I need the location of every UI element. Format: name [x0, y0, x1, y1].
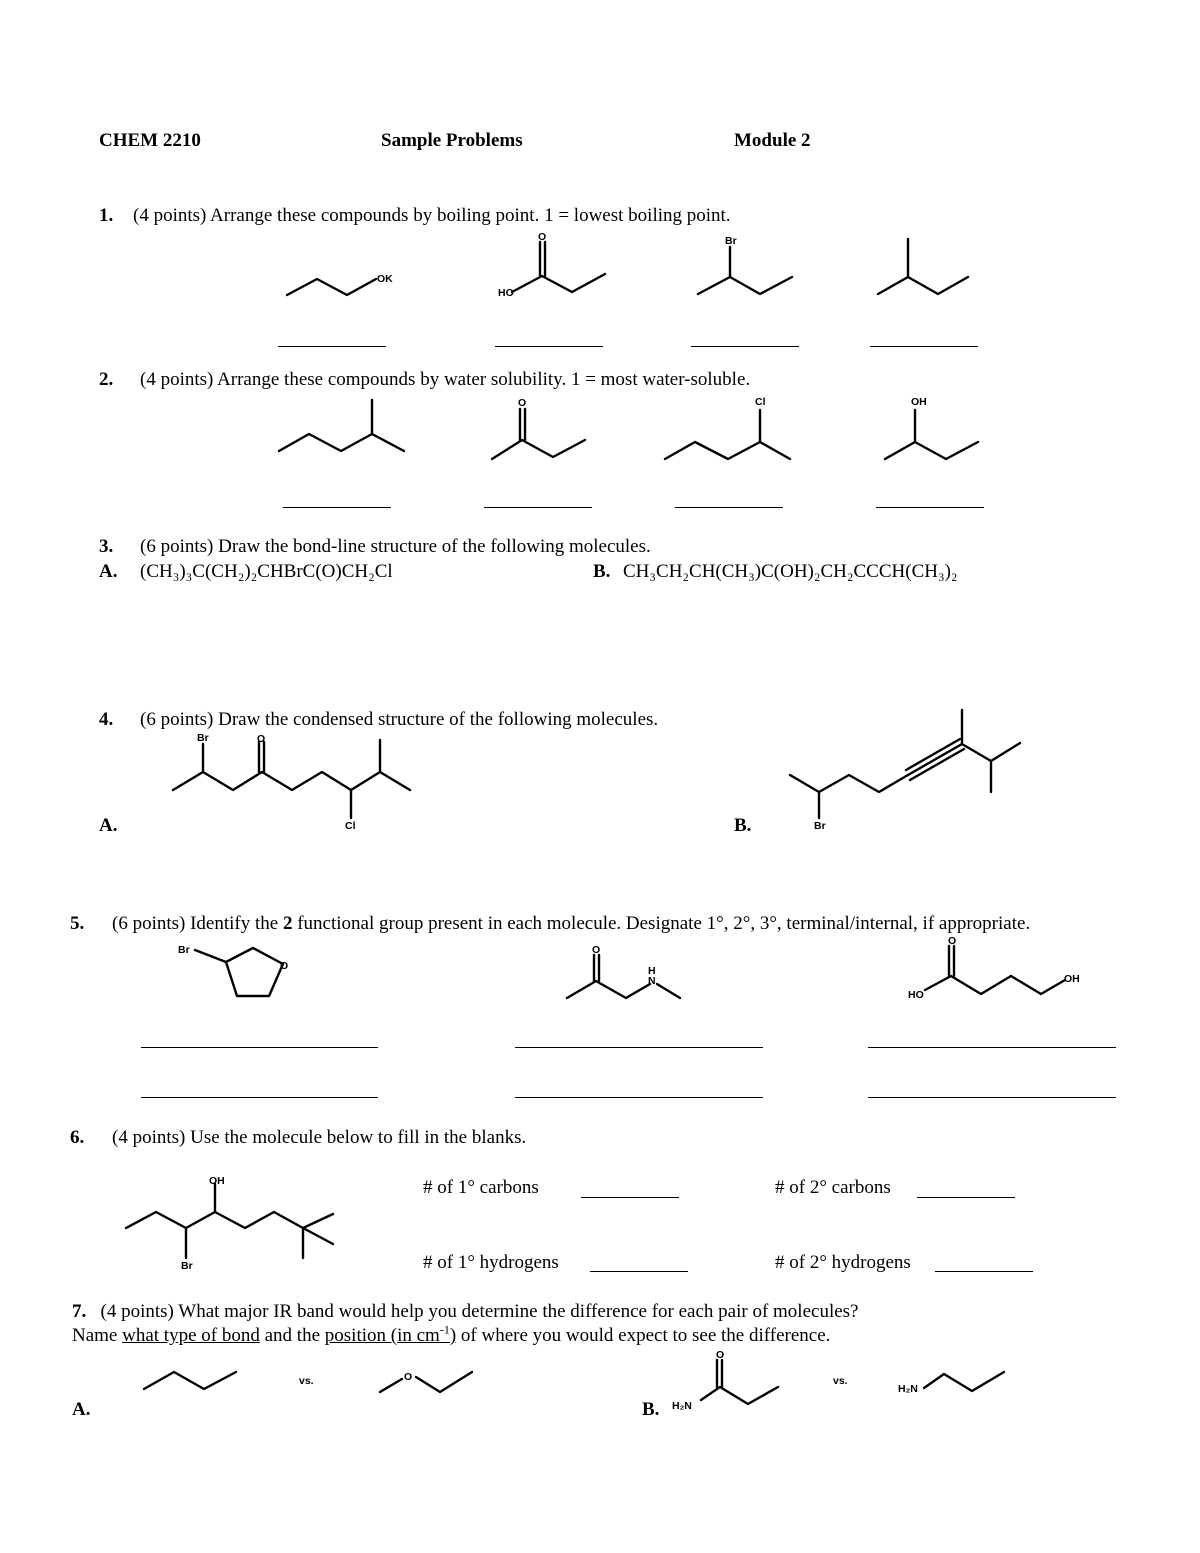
- q6-secondary-hydrogens-blank[interactable]: [935, 1271, 1033, 1272]
- q7-b-molecule-1: [668, 1346, 793, 1411]
- svg-text:O: O: [592, 944, 601, 956]
- q1-molecule-1: [280, 260, 400, 310]
- q7-line2: Name what type of bond and the position (in $cm^{-1}$) of where you would expect to see the difference.: [72, 1322, 831, 1346]
- svg-text:vs.: vs.: [833, 1375, 848, 1387]
- q6-secondary-hydrogens-label: # of 2° hydrogens: [775, 1252, 911, 1273]
- q5-answer-blank-1a[interactable]: [141, 1047, 378, 1048]
- module-label: Module 2: [734, 130, 811, 151]
- svg-text:vs.: vs.: [299, 1375, 314, 1387]
- q5-molecule-3: [905, 932, 1095, 1007]
- svg-text:Cl: Cl: [345, 820, 356, 832]
- q7-a-vs: [296, 1370, 326, 1390]
- svg-text:O: O: [948, 935, 957, 947]
- svg-text:OH: OH: [911, 396, 927, 408]
- q4-number: 4.: [99, 709, 114, 730]
- q7-part-b-label: B.: [642, 1399, 660, 1420]
- q5-number: 5.: [70, 913, 85, 934]
- svg-text:O: O: [716, 1349, 725, 1361]
- svg-text:OK: OK: [377, 273, 393, 285]
- q6-primary-hydrogens-label: # of 1° hydrogens: [423, 1252, 559, 1273]
- svg-text:O: O: [538, 231, 547, 243]
- svg-text:HO: HO: [498, 287, 514, 299]
- q5-answer-blank-3a[interactable]: [868, 1047, 1116, 1048]
- svg-text:Br: Br: [814, 820, 826, 832]
- q6-primary-hydrogens-blank[interactable]: [590, 1271, 688, 1272]
- q2-molecule-3: [658, 393, 798, 463]
- q5-answer-blank-3b[interactable]: [868, 1097, 1116, 1098]
- q7-b-molecule-2: [896, 1360, 1016, 1405]
- q3-text: (6 points) Draw the bond-line structure of the following molecules.: [140, 536, 651, 557]
- svg-text:Br: Br: [197, 732, 209, 744]
- q3-part-a-formula: (CH₃)₃C(CH₂)₂CHBrC(O)CH₂Cl: [140, 561, 393, 582]
- q6-secondary-carbons-blank[interactable]: [917, 1197, 1015, 1198]
- q4-molecule-a: [165, 730, 425, 835]
- q7-b-vs: [830, 1370, 860, 1390]
- q5-text: (6 points) Identify the 2 functional group present in each molecule. Designate 1°, 2°, 3°, terminal/internal, if appropriate.: [112, 913, 1031, 934]
- page-title: Sample Problems: [381, 130, 523, 151]
- q6-secondary-carbons-label: # of 2° carbons: [775, 1177, 891, 1198]
- q2-molecule-2: [485, 393, 595, 463]
- q2-text: (4 points) Arrange these compounds by water solubility. 1 = most water-soluble.: [140, 369, 751, 390]
- svg-text:N: N: [648, 975, 656, 987]
- q6-primary-carbons-blank[interactable]: [581, 1197, 679, 1198]
- svg-text:H: H: [648, 965, 656, 977]
- q6-number: 6.: [70, 1127, 85, 1148]
- q1-answer-blank-4[interactable]: [870, 346, 978, 347]
- q1-number: 1.: [99, 205, 114, 226]
- svg-text:HO: HO: [908, 989, 924, 1001]
- svg-text:Cl: Cl: [755, 396, 766, 408]
- svg-text:Br: Br: [178, 944, 190, 956]
- q1-answer-blank-2[interactable]: [495, 346, 603, 347]
- q7-a-molecule-2: [374, 1358, 484, 1403]
- q3-part-b-formula: CH₃CH₂CH(CH₃)C(OH)₂CH₂CCCH(CH₃)₂: [623, 561, 958, 582]
- q2-answer-blank-1[interactable]: [283, 507, 391, 508]
- q1-molecule-3: [690, 232, 810, 302]
- q2-molecule-1: [272, 395, 412, 465]
- q3-part-a-label: A.: [99, 561, 118, 582]
- course-code: CHEM 2210: [99, 130, 201, 151]
- svg-text:Br: Br: [725, 235, 737, 247]
- q1-answer-blank-3[interactable]: [691, 346, 799, 347]
- svg-text:OH: OH: [209, 1175, 225, 1187]
- svg-text:O: O: [280, 960, 289, 972]
- q5-molecule-1: [175, 938, 305, 1028]
- q4-part-a-label: A.: [99, 815, 118, 836]
- q3-part-b-label: B.: [593, 561, 611, 582]
- q6-primary-carbons-label: # of 1° carbons: [423, 1177, 539, 1198]
- q1-molecule-4: [870, 232, 980, 302]
- q5-answer-blank-2a[interactable]: [515, 1047, 763, 1048]
- q5-molecule-2: [560, 940, 690, 1010]
- svg-text:O: O: [404, 1371, 413, 1383]
- q7-part-a-label: A.: [72, 1399, 91, 1420]
- q5-answer-blank-2b[interactable]: [515, 1097, 763, 1098]
- q5-answer-blank-1b[interactable]: [141, 1097, 378, 1098]
- q1-molecule-2: [490, 228, 620, 308]
- q2-answer-blank-2[interactable]: [484, 507, 592, 508]
- q7-a-molecule-1: [138, 1358, 248, 1403]
- svg-text:O: O: [257, 733, 266, 745]
- svg-text:H₂N: H₂N: [898, 1383, 918, 1395]
- q7-line1: 7. (4 points) What major IR band would help you determine the difference for each pair of molecules?: [72, 1301, 859, 1322]
- svg-text:OH: OH: [1064, 973, 1080, 985]
- q1-text: (4 points) Arrange these compounds by boiling point. 1 = lowest boiling point.: [133, 205, 731, 226]
- q1-answer-blank-1[interactable]: [278, 346, 386, 347]
- q6-molecule: [118, 1170, 343, 1275]
- q4-part-b-label: B.: [734, 815, 752, 836]
- q2-number: 2.: [99, 369, 114, 390]
- q2-molecule-4: [878, 393, 988, 463]
- q4-text: (6 points) Draw the condensed structure of the following molecules.: [140, 709, 659, 730]
- q2-answer-blank-4[interactable]: [876, 507, 984, 508]
- q6-text: (4 points) Use the molecule below to fill in the blanks.: [112, 1127, 527, 1148]
- q4-molecule-b: [780, 700, 1030, 835]
- q2-answer-blank-3[interactable]: [675, 507, 783, 508]
- svg-text:H₂N: H₂N: [672, 1400, 692, 1412]
- svg-text:O: O: [518, 397, 527, 409]
- svg-text:Br: Br: [181, 1260, 193, 1272]
- q3-number: 3.: [99, 536, 114, 557]
